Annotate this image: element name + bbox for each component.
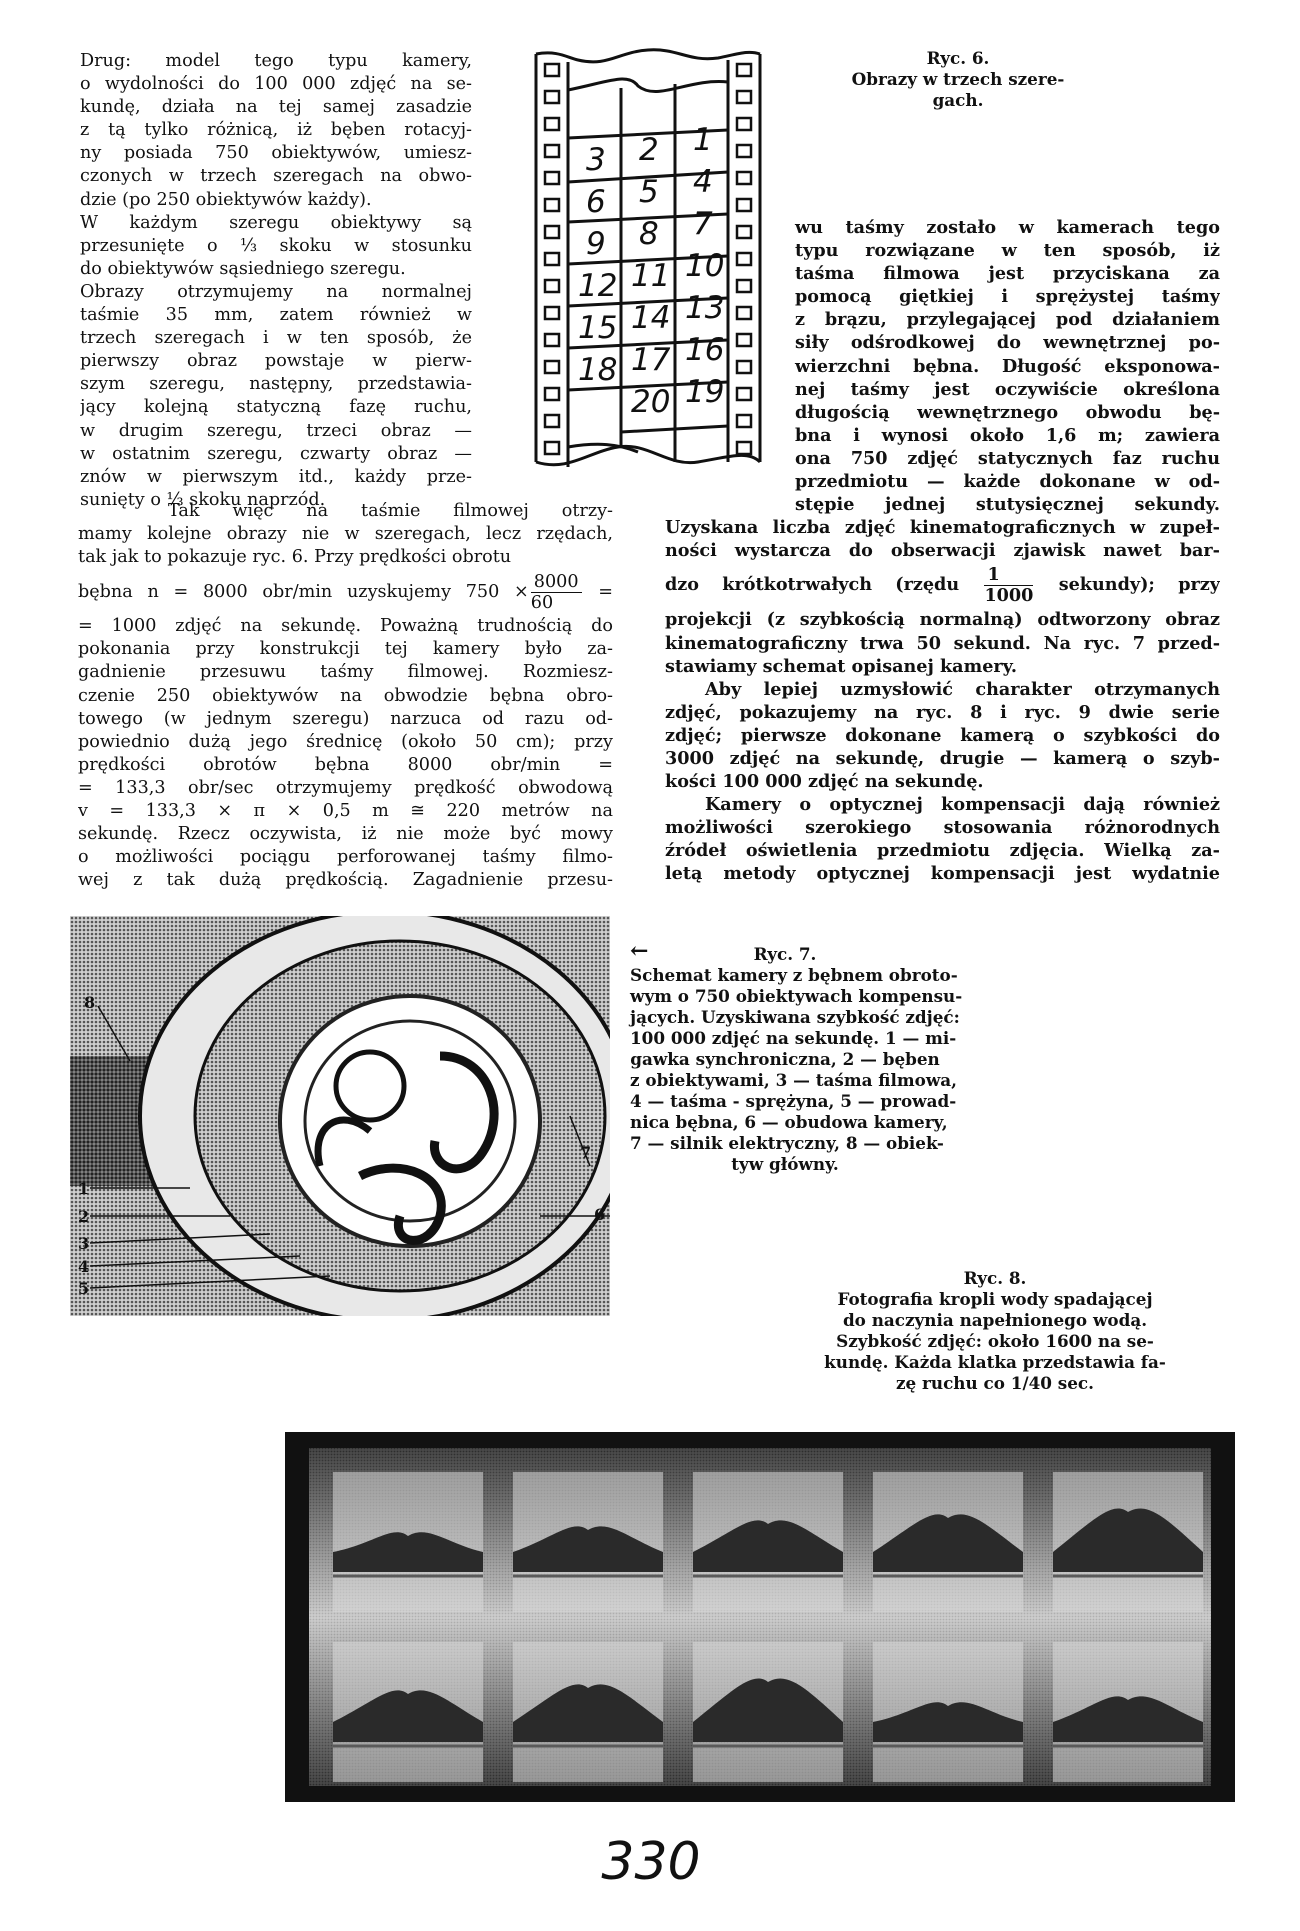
body-text-line: Tak więc na taśmie filmowej otrzy- — [168, 501, 613, 521]
fraction-denominator: 1000 — [984, 584, 1034, 606]
body-text-line: sekundę. Rzecz oczywista, iż nie może być mowy — [78, 824, 613, 845]
body-text-line: towego (w jednym szeregu) narzuca od razu od- — [78, 708, 613, 729]
film-frame-number: 13 — [685, 290, 725, 326]
photo-frame — [333, 1642, 483, 1782]
body-text-line: prędkości obrotów bębna 8000 obr/min = — [78, 754, 613, 775]
body-text-line: pomocą giętkiej i sprężystej taśmy — [795, 286, 1220, 308]
caption-fig-6 — [808, 48, 1108, 111]
body-text-line: stawiamy schemat opisanej kamery. — [665, 655, 1017, 677]
body-text-line: = 133,3 obr/sec otrzymujemy prędkość obwodową — [78, 777, 613, 798]
sprocket-hole — [545, 91, 559, 103]
caption-fig-6-line: gach. — [932, 90, 984, 110]
fraction-line-prefix: dzo krótkotrwałych (rzędu — [665, 574, 983, 596]
body-text-line: taśma filmowa jest przyciskana za — [795, 263, 1220, 285]
caption-line: nica bębna, 6 — obudowa kamery, — [630, 1112, 948, 1132]
body-text-line: ona 750 zdjęć statycznych faz ruchu — [795, 447, 1220, 469]
body-text-line: długością wewnętrznego obwodu bę- — [795, 401, 1220, 423]
body-text-line: = 1000 zdjęć na sekundę. Poważną trudnością do — [78, 616, 613, 637]
camera-part-label: 2 — [78, 1207, 90, 1226]
photo-frame — [693, 1642, 843, 1782]
fraction-numerator: 8000 — [531, 572, 582, 593]
caption-line: Szybkość zdjęć: około 1600 na se- — [836, 1331, 1154, 1351]
camera-part-label: 6 — [594, 1205, 606, 1224]
film-frame-number: 11 — [631, 258, 671, 294]
body-text-line: kości 100 000 zdjęć na sekundę. — [665, 771, 984, 793]
body-text-line: dzie (po 250 obiektywów każdy). — [80, 189, 372, 210]
body-text-line: pierwszy obraz powstaje w pierw- — [80, 351, 472, 372]
equation-prefix: bębna n = 8000 obr/min uzyskujemy 750 × — [78, 582, 529, 603]
body-text-line: Aby lepiej uzmysłowić charakter otrzymanych — [705, 678, 1220, 700]
body-text-line: gadnienie przesuwu taśmy filmowej. Rozmiesz- — [78, 662, 613, 683]
body-text-line: o wydolności do 100 000 zdjęć na se- — [80, 74, 472, 95]
body-text-line: ny posiada 750 obiektywów, umiesz- — [80, 143, 472, 164]
inline-fraction — [984, 565, 1033, 606]
caption-line: gawka synchroniczna, 2 — bęben — [630, 1049, 940, 1069]
body-text-line: w ostatnim szeregu, czwarty obraz — — [80, 443, 472, 464]
body-text-line: sunięty o ⅓ skoku naprzód. — [80, 489, 326, 510]
body-text-line: szym szeregu, następny, przedstawia- — [80, 374, 472, 395]
body-text-line: Drug: model tego typu kamery, — [80, 51, 472, 71]
text-column-left-bottom — [78, 500, 613, 892]
fraction-numerator: 1 — [984, 565, 1033, 586]
caption-fig-7-title: Ryc. 7. — [753, 944, 817, 964]
body-text-line: stępie jednej stutysięcznej sekundy. — [795, 494, 1220, 516]
body-text-line: w drugim szeregu, trzeci obraz — — [80, 420, 472, 441]
text-column-right — [665, 216, 1220, 886]
caption-line: kundę. Każda klatka przedstawia fa- — [824, 1352, 1166, 1372]
fraction-line-suffix: sekundy); przy — [1035, 574, 1220, 596]
sprocket-hole — [737, 199, 751, 211]
sprocket-hole — [545, 280, 559, 292]
body-text-line: kinematograficzny trwa 50 sekund. Na ryc. 7 przed- — [665, 632, 1220, 654]
sprocket-hole — [737, 118, 751, 130]
sprocket-hole — [545, 118, 559, 130]
sprocket-hole — [545, 199, 559, 211]
sprocket-hole — [545, 64, 559, 76]
body-text-line: przesunięte o ⅓ skoku w stosunku — [80, 235, 472, 256]
body-text-line: do obiektywów sąsiedniego szeregu. — [80, 258, 406, 279]
photo-frame — [333, 1472, 483, 1612]
caption-line: Schemat kamery z bębnem obroto- — [630, 965, 958, 985]
sprocket-hole — [545, 442, 559, 454]
body-text-line: jący kolejną statyczną fazę ruchu, — [80, 397, 472, 418]
caption-line: z obiektywami, 3 — taśma filmowa, — [630, 1070, 957, 1090]
body-text-line: wu taśmy zostało w kamerach tego — [795, 217, 1220, 238]
sprocket-hole — [737, 64, 751, 76]
fraction-line — [665, 562, 1220, 608]
body-text-line: zdjęć; pierwsze dokonane kamerą o szybkości do — [665, 724, 1220, 746]
body-text-line: czonych w trzech szeregach na obwo- — [80, 166, 472, 187]
film-frame-number: 6 — [586, 184, 606, 220]
body-text-line: przedmiotu — każde dokonane w od- — [795, 471, 1220, 493]
fraction-denominator: 60 — [530, 592, 554, 613]
body-text-line: trzech szeregach i w ten sposób, że — [80, 328, 472, 349]
camera-part-label: 7 — [580, 1143, 592, 1162]
film-frame-number: 16 — [685, 332, 725, 368]
caption-line: Fotografia kropli wody spadającej — [837, 1289, 1153, 1309]
camera-part-label: 5 — [78, 1279, 90, 1298]
body-text-line: wej z tak dużą prędkością. Zagadnienie przesu- — [78, 870, 613, 891]
caption-line: 100 000 zdjęć na sekundę. 1 — mi- — [630, 1028, 957, 1048]
sprocket-hole — [737, 145, 751, 157]
body-text-line: kundę, działa na tej samej zasadzie — [80, 97, 472, 118]
film-frame-number: 5 — [639, 174, 659, 210]
camera-part-label: 3 — [78, 1234, 90, 1253]
body-text-line: źródeł oświetlenia przedmiotu zdjęcia. Wielką za- — [665, 840, 1220, 862]
body-text-line: tak jak to pokazuje ryc. 6. Przy prędkości obrotu — [78, 547, 512, 568]
body-text-line: projekcji (z szybkością normalną) odtworzony obraz — [665, 609, 1220, 631]
body-text-line: v = 133,3 × π × 0,5 m ≅ 220 metrów na — [78, 801, 613, 822]
film-frame-number: 7 — [693, 206, 713, 242]
photo-frame — [873, 1472, 1023, 1612]
body-text-line: 3000 zdjęć na sekundę, drugie — kamerą o szyb- — [665, 747, 1220, 769]
sprocket-hole — [545, 145, 559, 157]
sprocket-hole — [545, 172, 559, 184]
photo-frame — [1053, 1472, 1203, 1612]
film-frame-number: 15 — [578, 310, 618, 346]
film-frame-number: 14 — [631, 300, 671, 336]
page-number: 330 — [601, 1832, 701, 1892]
caption-fig-8 — [780, 1268, 1210, 1394]
film-frame-number: 12 — [578, 268, 618, 304]
body-text-line: nej taśmy jest oczywiście określona — [795, 378, 1220, 400]
camera-part-label: 8 — [84, 993, 96, 1012]
sprocket-hole — [545, 388, 559, 400]
body-text-line: letą metody optycznej kompensacji jest wydatnie — [665, 863, 1220, 885]
caption-line: wym o 750 obiektywach kompensu- — [630, 986, 963, 1006]
body-text-line: o możliwości pociągu perforowanej taśmy filmo- — [78, 847, 613, 868]
sprocket-hole — [737, 91, 751, 103]
photo-frame — [693, 1472, 843, 1612]
photo-frame — [1053, 1642, 1203, 1782]
body-text-line: pokonania przy konstrukcji tej kamery było za- — [78, 639, 613, 660]
arrow-left-icon: ← — [630, 938, 649, 964]
caption-line: tyw główny. — [731, 1154, 839, 1174]
equation-fraction — [531, 572, 582, 613]
body-text-line: powiednio dużą jego średnicę (około 50 cm); przy — [78, 731, 613, 752]
text-column-left-top — [80, 50, 472, 512]
water-drop-photo-sequence — [285, 1432, 1235, 1802]
caption-fig-6-title: Ryc. 6. — [926, 48, 990, 68]
body-text-line: taśmie 35 mm, zatem również w — [80, 305, 472, 326]
body-text-line: bna i wynosi około 1,6 m; zawiera — [795, 424, 1220, 446]
equation-suffix: = — [583, 582, 613, 603]
film-frame-number: 17 — [631, 342, 671, 378]
body-text-line: typu rozwiązane w ten sposób, iż — [795, 240, 1220, 262]
body-text-line: z brązu, przylegającej pod działaniem — [795, 309, 1220, 331]
sprocket-hole — [545, 307, 559, 319]
camera-part-label: 4 — [78, 1257, 90, 1276]
caption-line: zę ruchu co 1/40 sec. — [896, 1373, 1094, 1393]
body-text-line: z tą tylko różnicą, iż bęben rotacyj- — [80, 120, 472, 141]
body-text-line: wierzchni bębna. Długość eksponowa- — [795, 355, 1220, 377]
film-frame-number: 18 — [578, 352, 618, 388]
body-text-line: Kamery o optycznej kompensacji dają również — [705, 794, 1220, 816]
caption-line: jących. Uzyskiwana szybkość zdjęć: — [630, 1007, 960, 1027]
body-text-line: czenie 250 obiektywów na obwodzie bębna obro- — [78, 685, 613, 706]
camera-part-label: 1 — [78, 1179, 90, 1198]
body-text-line: możliwości szerokiego stosowania różnorodnych — [665, 817, 1220, 839]
body-text-line: ności wystarcza do obserwacji zjawisk nawet bar- — [665, 540, 1220, 562]
sprocket-hole — [737, 172, 751, 184]
body-text-line: Uzyskana liczba zdjęć kinematograficznych w zupeł- — [665, 517, 1220, 539]
film-frame-number: 2 — [639, 132, 659, 168]
body-text-line: siły odśrodkowej do wewnętrznej po- — [795, 332, 1220, 354]
caption-line: 4 — taśma - sprężyna, 5 — prowad- — [630, 1091, 957, 1111]
body-text-line: Obrazy otrzymujemy na normalnej — [80, 281, 472, 302]
body-text-line: znów w pierwszym itd., każdy prze- — [80, 466, 472, 487]
equation-line — [78, 569, 613, 615]
caption-line: 7 — silnik elektryczny, 8 — obiek- — [630, 1133, 944, 1153]
film-frame-number: 9 — [586, 226, 606, 262]
photo-frame — [513, 1472, 663, 1612]
sprocket-hole — [545, 226, 559, 238]
photo-frame — [873, 1642, 1023, 1782]
body-text-line: W każdym szeregu obiektywy są — [80, 212, 472, 233]
film-frame-number: 10 — [685, 248, 725, 284]
sprocket-hole — [545, 415, 559, 427]
camera-drum-illustration — [70, 916, 610, 1316]
caption-fig-7 — [630, 944, 963, 1175]
sprocket-hole — [545, 361, 559, 373]
film-frame-number: 20 — [631, 384, 671, 420]
body-text-line: mamy kolejne obrazy nie w szeregach, lecz rzędach, — [78, 524, 613, 545]
body-text-line: zdjęć, pokazujemy na ryc. 8 i ryc. 9 dwie serie — [665, 701, 1220, 723]
caption-line: do naczynia napełnionego wodą. — [842, 1310, 1148, 1330]
caption-fig-6-line: Obrazy w trzech szere- — [851, 69, 1065, 89]
film-frame-number: 19 — [685, 374, 725, 410]
photo-frame — [513, 1642, 663, 1782]
caption-fig-8-title: Ryc. 8. — [963, 1268, 1027, 1288]
film-frame-number: 4 — [693, 164, 713, 200]
sprocket-hole — [545, 334, 559, 346]
film-frame-number: 3 — [586, 142, 606, 178]
film-frame-number: 8 — [639, 216, 659, 252]
film-frame-number: 1 — [693, 122, 713, 158]
sprocket-hole — [545, 253, 559, 265]
